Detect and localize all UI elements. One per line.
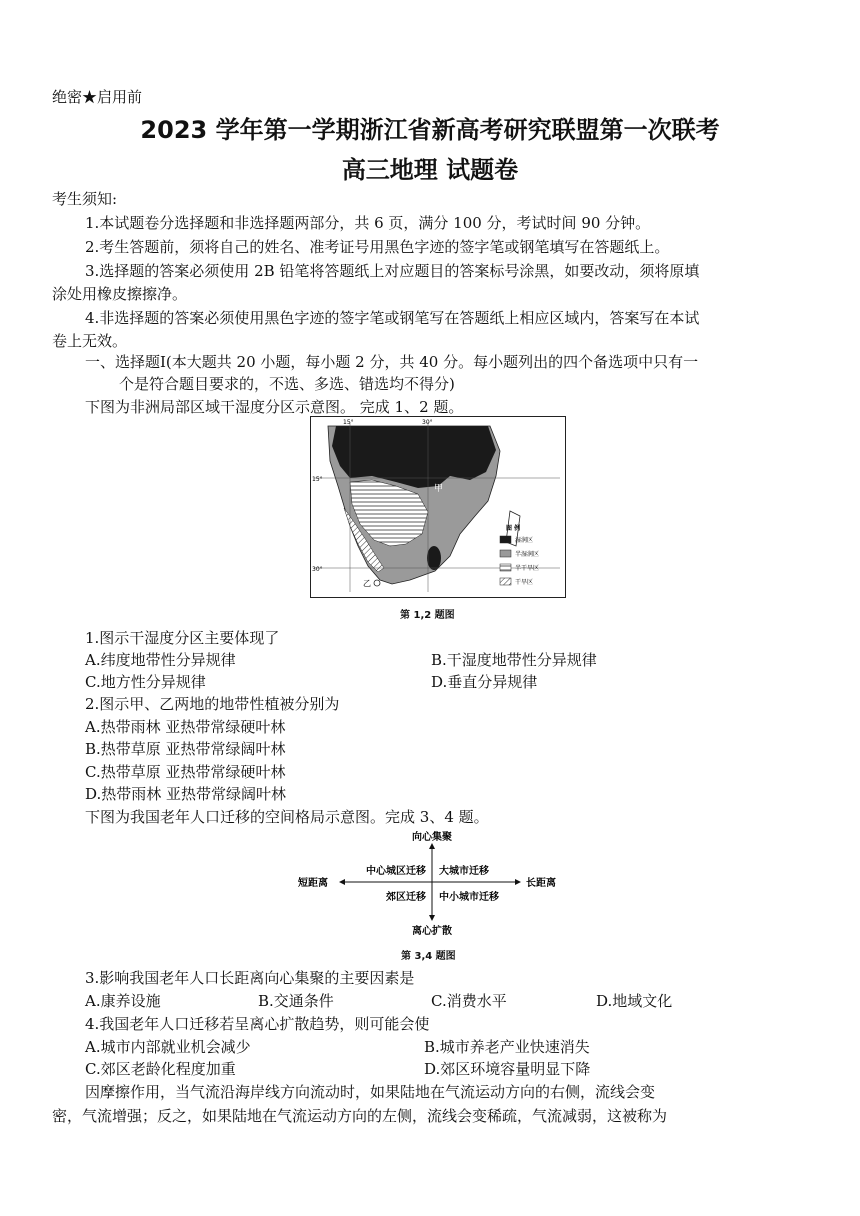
lat30-label: 30° [312, 566, 323, 573]
quadrant-central-urban: 中心城区迁移 [366, 866, 426, 877]
passage-line-2: 密，气流增强；反之，如果陆地在气流运动方向的左侧，流线会变稀疏，气流减弱，这被称为 [52, 1107, 668, 1125]
legend-swatch-arid [500, 578, 511, 585]
legend-semi-humid: 半湿润区 [515, 551, 540, 558]
humid-patch-southeast [427, 546, 441, 570]
label-yi: 乙 [363, 579, 371, 588]
migration-pattern-diagram [296, 826, 566, 940]
notice-item-4: 4.非选择题的答案必须使用黑色字迹的签字笔或钢笔写在答题纸上相应区域内，答案写在本试 [85, 309, 700, 327]
q3-option-d: D.地域文化 [596, 992, 673, 1010]
quadrant-big-city: 大城市迁移 [439, 866, 489, 877]
lon15-label: 15° [343, 419, 354, 426]
intro-q3-4: 下图为我国老年人口迁移的空间格局示意图。完成 3、4 题。 [85, 808, 489, 826]
notice-item-4-cont: 卷上无效。 [52, 332, 128, 350]
legend-swatch-semi-arid [500, 564, 511, 571]
q2-stem: 2.图示甲、乙两地的地带性植被分别为 [85, 695, 340, 713]
legend-semi-arid: 半干旱区 [515, 565, 540, 572]
lat15-label: 15° [312, 476, 323, 483]
africa-dryness-map [310, 416, 566, 598]
notice-item-1: 1.本试题卷分选择题和非选择题两部分，共 6 页，满分 100 分，考试时间 90 分钟。 [85, 214, 651, 232]
legend-swatch-humid [500, 536, 511, 543]
q1-stem: 1.图示干湿度分区主要体现了 [85, 629, 280, 647]
q3-option-a: A.康养设施 [85, 992, 161, 1010]
label-long-distance: 长距离 [526, 878, 556, 889]
q2-option-c: C.热带草原 亚热带常绿硬叶林 [85, 763, 286, 781]
exam-title: 2023 学年第一学期浙江省新高考研究联盟第一次联考 [140, 116, 720, 144]
yi-marker [374, 580, 380, 586]
q3-option-c: C.消费水平 [431, 992, 507, 1010]
quadrant-suburb: 郊区迁移 [386, 892, 426, 903]
label-jia: 甲 [434, 484, 444, 494]
label-centripetal: 向心集聚 [412, 832, 452, 843]
q4-stem: 4.我国老年人口迁移若呈离心扩散趋势，则可能会使 [85, 1015, 430, 1033]
label-centrifugal: 离心扩散 [412, 926, 452, 937]
legend-humid: 湿润区 [515, 537, 534, 544]
q1-option-c: C.地方性分异规律 [85, 673, 206, 691]
legend-arid: 干旱区 [515, 579, 534, 586]
q4-option-a: A.城市内部就业机会减少 [85, 1038, 251, 1056]
q1-option-b: B.干湿度地带性分异规律 [431, 651, 597, 669]
exam-subtitle: 高三地理 试题卷 [341, 156, 519, 184]
q4-option-c: C.郊区老龄化程度加重 [85, 1060, 236, 1078]
q4-option-d: D.郊区环境容量明显下降 [424, 1060, 591, 1078]
notice-item-3: 3.选择题的答案必须使用 2B 铅笔将答题纸上对应题目的答案标号涂黑，如要改动，须将原填 [85, 262, 700, 280]
label-short-distance: 短距离 [298, 878, 328, 889]
passage-line-1: 因摩擦作用，当气流沿海岸线方向流动时，如果陆地在气流运动方向的右侧，流线会变 [85, 1083, 656, 1101]
confidential-mark: 绝密★启用前 [52, 88, 143, 106]
q3-stem: 3.影响我国老年人口长距离向心集聚的主要因素是 [85, 969, 415, 987]
section-heading-cont: 个是符合题目要求的，不选、多选、错选均不得分) [119, 375, 455, 393]
notice-heading: 考生须知: [52, 190, 118, 208]
map-caption: 第 1,2 题图 [400, 610, 455, 621]
q1-option-d: D.垂直分异规律 [431, 673, 538, 691]
q4-option-b: B.城市养老产业快速消失 [424, 1038, 590, 1056]
q2-option-d: D.热带雨林 亚热带常绿阔叶林 [85, 785, 287, 803]
q1-option-a: A.纬度地带性分异规律 [85, 651, 236, 669]
legend-swatch-semi-humid [500, 550, 511, 557]
notice-item-2: 2.考生答题前，须将自己的姓名、准考证号用黑色字迹的签字笔或钢笔填写在答题纸上。 [85, 238, 670, 256]
section-heading: 一、选择题Ⅰ(本大题共 20 小题，每小题 2 分，共 40 分。每小题列出的四个备选项中只有一 [85, 353, 699, 371]
lon30-label: 30° [422, 419, 433, 426]
diagram-caption: 第 3,4 题图 [401, 951, 456, 962]
quadrant-small-city: 中小城市迁移 [439, 892, 499, 903]
q3-option-b: B.交通条件 [258, 992, 334, 1010]
notice-item-3-cont: 涂处用橡皮擦擦净。 [52, 285, 188, 303]
q2-option-a: A.热带雨林 亚热带常绿硬叶林 [85, 718, 286, 736]
q2-option-b: B.热带草原 亚热带常绿阔叶林 [85, 740, 286, 758]
legend-title: 图 例 [506, 525, 521, 532]
intro-q1-2: 下图为非洲局部区域干湿度分区示意图。 完成 1、2 题。 [85, 398, 464, 416]
